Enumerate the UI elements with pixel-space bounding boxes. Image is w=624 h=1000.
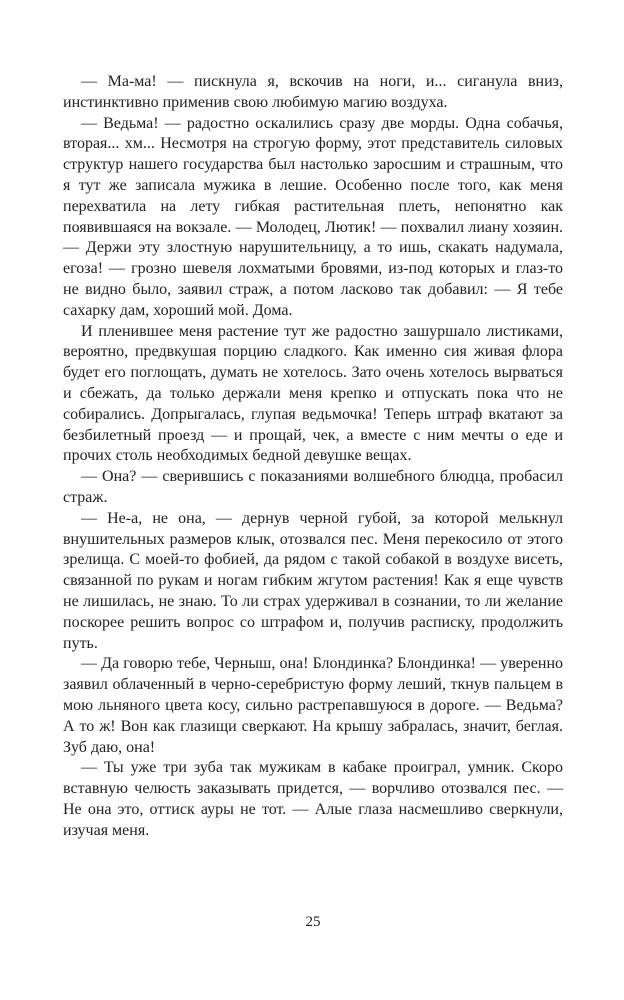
paragraph: — Да говорю тебе, Черныш, она! Блондинка? Блондинка! — уверенно заявил облаченный в черно-серебристую форму леший, ткнув пальцем в мою льняного цвета косу, сильно растрепавшуюся в дороге. — Ведьма? А то ж! Вон как глазищи сверкают. На крышу забралась, значит, беглая. Зуб даю, она! <box>63 655 563 756</box>
paragraph: И пленившее меня растение тут же радостно зашуршало листиками, вероятно, предвкушая порцию сладкого. Как именно сия живая флора будет его поглощать, думать не хотелось. Зато очень хотелось вырваться и сбежать, да только держали меня крепко и отпускать пока что не собирались. Допрыгалась, глупая ведьмочка! Теперь штраф вкатают за безбилетный проезд — и прощай, чек, а вместе с ним мечты о еде и прочих столь необходимых бедной девушке вещах. <box>63 322 563 465</box>
paragraph: — Ты уже три зуба так мужикам в кабаке проиграл, умник. Скоро вставную челюсть заказывать придется, — ворчливо отозвался пес. — Не она это, оттиск ауры не тот. — Алые глаза насмешливо сверкнули, изучая меня. <box>63 759 563 839</box>
paragraph: — Ма-ма! — пискнула я, вскочив на ноги, и... сиганула вниз, инстинктивно применив свою любимую магию воздуха. <box>63 73 563 111</box>
paragraph: — Не-а, не она, — дернув черной губой, за которой мелькнул внушительных размеров клык, отозвался пес. Меня перекосило от этого зрелища. С моей-то фобией, да рядом с такой собакой в воздухе висеть, связанной по рукам и ногам гибким жгутом растения! Как я еще чувств не лишилась, не знаю. То ли страх удерживал в сознании, то ли желание поскорее решить вопрос со штрафом и, получив расписку, продолжить путь. <box>63 509 563 652</box>
paragraph: — Ведьма! — радостно оскалились сразу две морды. Одна собачья, вторая... хм... Несмотря на строгую форму, этот представитель силовых структур нашего государства был настолько заросшим и страшным, что я тут же записала мужика в лешие. Особенно после того, как меня перехватила на лету гибкая растительная плеть, непонятно как появившаяся на вокзале. — Молодец, Лютик! — похвалил лиану хозяин. — Держи эту злостную нарушительницу, а то ишь, скакать надумала, егоза! — грозно шевеля лохматыми бровями, из-под которых и глаз-то не видно было, заявил страж, а потом ласково так добавил: — Я тебе сахарку дам, хороший мой. Дома. <box>63 114 563 319</box>
page-text <box>63 72 563 841</box>
paragraph: — Она? — сверившись с показаниями волшебного блюдца, пробасил страж. <box>63 468 563 506</box>
page-number: 25 <box>305 914 321 930</box>
